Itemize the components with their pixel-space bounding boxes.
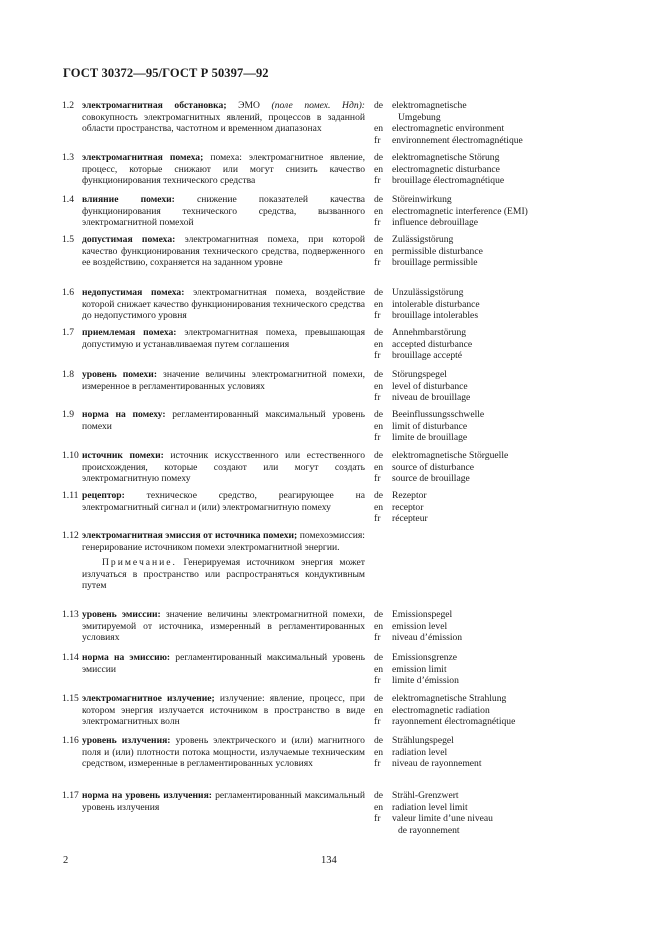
- entry-definition: [82, 369, 365, 392]
- translation-row: [374, 664, 624, 676]
- entry-definition: [82, 327, 365, 350]
- translations: [374, 790, 624, 836]
- translations: [374, 194, 624, 229]
- entry-definition: [82, 194, 365, 229]
- translation-text: radiation level limit: [392, 801, 468, 813]
- entry-definition: [82, 287, 365, 322]
- translation-row: [374, 693, 624, 705]
- term-synonym: ЭМО: [226, 100, 272, 111]
- language-code: en: [374, 298, 384, 310]
- definition-text: электромагнитная помеха, при которой качество функционирования технического средства, подверженного ее воздействию, сохраняется на заданном уровне: [82, 234, 365, 269]
- translation-row: [374, 621, 624, 633]
- language-code: fr: [374, 473, 381, 485]
- definition-text: источник искусственного или естественного происхождения, которые создают или могут создать электромагнитную помеху: [82, 450, 365, 485]
- language-code: de: [374, 287, 384, 298]
- entry-definition: [82, 490, 365, 513]
- definition-text: совокупность электромагнитных явлений, процессов в заданной области пространства, частотном и временном диапазонах: [82, 111, 365, 135]
- translation-row: [374, 421, 624, 433]
- translation-row: [374, 490, 624, 502]
- translation-text: emission level: [392, 620, 448, 632]
- translation-row: [374, 246, 624, 258]
- language-code: en: [374, 663, 384, 675]
- translation-text: Strählungspegel: [392, 735, 454, 746]
- term-name: недопустимая помеха:: [82, 287, 185, 298]
- translation-text: Annehmbarstörung: [392, 327, 467, 338]
- translation-text: elektromagnetische Störguelle: [392, 450, 509, 461]
- translation-row: [374, 825, 624, 837]
- translations: [374, 234, 624, 269]
- translation-text: emission limit: [392, 663, 447, 675]
- translation-text: influence debrouillage: [392, 217, 479, 229]
- language-code: en: [374, 801, 384, 813]
- translation-row: [374, 112, 624, 124]
- translation-text: limite de brouillage: [392, 432, 468, 444]
- language-code: en: [374, 338, 384, 350]
- translation-row: [374, 802, 624, 814]
- translation-text: niveau de brouillage: [392, 392, 471, 404]
- language-code: fr: [374, 716, 381, 728]
- entry-definition: [82, 530, 365, 592]
- translation-text: elektromagnetische Störung: [392, 152, 500, 163]
- entry-number: 1.15: [62, 693, 79, 704]
- page-number-left: 2: [63, 855, 69, 866]
- language-code: fr: [374, 632, 381, 644]
- entry-number: 1.16: [62, 735, 79, 746]
- term-name: влияние помехи:: [82, 194, 175, 205]
- translation-row: [374, 217, 624, 229]
- note-text: Генерируемая источником энергия может излучаться в пространство или распространяться кондуктивным путем: [82, 557, 365, 592]
- translation-text: Störungspegel: [392, 369, 447, 380]
- translation-row: [374, 513, 624, 525]
- language-code: fr: [374, 758, 381, 770]
- entry-number: 1.3: [62, 152, 74, 163]
- translation-text: accepted disturbance: [392, 338, 473, 350]
- term-name: уровень помехи:: [82, 369, 158, 380]
- definition-text: значение величины электромагнитной помехи, эмитируемой от источника, измеренный в регламентированных условиях: [82, 609, 365, 644]
- entry-note: [82, 557, 365, 592]
- definition-text: значение величины электромагнитной помехи, измеренное в регламентированных условиях: [82, 369, 365, 392]
- entry-number: 1.13: [62, 609, 79, 620]
- note-label: Примечание.: [102, 557, 177, 569]
- translation-text: intolerable disturbance: [392, 298, 480, 310]
- language-code: de: [374, 790, 384, 801]
- translation-text: electromagnetic radiation: [392, 704, 490, 716]
- translation-text: environnement électromagnétique: [392, 134, 523, 146]
- translations: [374, 409, 624, 444]
- translations: [374, 287, 624, 322]
- translation-text: brouillage accepté: [392, 350, 463, 362]
- language-code: de: [374, 450, 384, 461]
- translation-row: [374, 287, 624, 299]
- translation-text: Emissionspegel: [392, 609, 453, 620]
- entry-number: 1.9: [62, 409, 74, 420]
- language-code: en: [374, 245, 384, 257]
- translation-row: [374, 206, 624, 218]
- translation-row: [374, 100, 624, 112]
- translation-row: [374, 409, 624, 421]
- translation-row: [374, 609, 624, 621]
- term-name: электромагнитное излучение;: [82, 693, 215, 704]
- entry-definition: [82, 693, 365, 728]
- translation-text: elektromagnetische Strahlung: [392, 693, 507, 704]
- entry-number: 1.7: [62, 327, 74, 338]
- definition-text: электромагнитная помеха, превышающая допустимую и устанавливаемая путем соглашения: [82, 327, 365, 350]
- translation-text: de rayonnement: [398, 824, 460, 836]
- translation-text: Unzulässigstörung: [392, 287, 464, 298]
- translation-text: Rezeptor: [392, 490, 427, 501]
- entry-definition: [82, 100, 365, 135]
- term-name: уровень излучения:: [82, 735, 171, 746]
- language-code: fr: [374, 350, 381, 362]
- entry-number: 1.4: [62, 194, 74, 205]
- definition-text: регламентированный максимальный уровень излучения: [82, 790, 365, 813]
- translation-row: [374, 675, 624, 687]
- language-code: de: [374, 327, 384, 338]
- term-name: уровень эмиссии:: [82, 609, 161, 620]
- language-code: fr: [374, 257, 381, 269]
- translation-row: [374, 152, 624, 164]
- translation-row: [374, 257, 624, 269]
- translation-row: [374, 381, 624, 393]
- definition-text: снижение показателей качества функционирования технического средства, вызванного электромагнитной помехой: [82, 194, 365, 229]
- language-code: en: [374, 461, 384, 473]
- translation-row: [374, 299, 624, 311]
- language-code: de: [374, 100, 384, 111]
- language-code: de: [374, 609, 384, 620]
- term-name: приемлемая помеха:: [82, 327, 177, 338]
- definition-text: уровень электрического и (или) магнитного поля и (или) плотности потока мощности, излучаемые техническим средством, измеренные в регламентированных условиях: [82, 735, 365, 770]
- language-code: en: [374, 746, 384, 758]
- translation-row: [374, 392, 624, 404]
- language-code: fr: [374, 217, 381, 229]
- translation-text: receptor: [392, 501, 424, 513]
- definition-text: излучение: явление, процесс, при котором энергия излучается источником в пространство в виде электромагнитных волн: [82, 693, 365, 728]
- language-code: en: [374, 704, 384, 716]
- language-code: en: [374, 205, 384, 217]
- entry-number: 1.10: [62, 450, 79, 461]
- term-name: источник помехи:: [82, 450, 164, 461]
- term-name: норма на уровень излучения:: [82, 790, 212, 801]
- translation-text: brouillage électromagnétique: [392, 175, 505, 187]
- entry-definition: [82, 735, 365, 770]
- definition-text: техническое средство, реагирующее на электромагнитный сигнал и (или) электромагнитную помеху: [82, 490, 365, 513]
- translation-text: valeur limite d’une niveau: [392, 813, 493, 825]
- translation-text: radiation level: [392, 746, 448, 758]
- entry-definition: [82, 152, 365, 187]
- translations: [374, 490, 624, 525]
- translation-text: Umgebung: [398, 111, 441, 123]
- translation-text: niveau d’émission: [392, 632, 463, 644]
- language-code: fr: [374, 392, 381, 404]
- translations: [374, 327, 624, 362]
- translation-row: [374, 194, 624, 206]
- translation-row: [374, 327, 624, 339]
- language-code: fr: [374, 432, 381, 444]
- translation-row: [374, 790, 624, 802]
- translation-row: [374, 310, 624, 322]
- translations: [374, 369, 624, 404]
- translations: [374, 152, 624, 187]
- term-name: рецептор:: [82, 490, 125, 501]
- term-name: допустимая помеха:: [82, 234, 176, 245]
- definition-text: регламентированный максимальный уровень эмиссии: [82, 652, 365, 675]
- translation-row: [374, 450, 624, 462]
- translation-row: [374, 350, 624, 362]
- translation-row: [374, 735, 624, 747]
- translation-text: permissible disturbance: [392, 245, 483, 257]
- entry-number: 1.5: [62, 234, 74, 245]
- translation-text: electromagnetic disturbance: [392, 163, 500, 175]
- translation-text: Zulässigstörung: [392, 234, 454, 245]
- entry-definition: [82, 450, 365, 485]
- translation-row: [374, 234, 624, 246]
- term-name: норма на помеху:: [82, 409, 166, 420]
- translations: [374, 450, 624, 485]
- language-code: en: [374, 163, 384, 175]
- translation-text: récepteur: [392, 513, 428, 525]
- translation-row: [374, 164, 624, 176]
- definition-text: помехоэмиссия: генерирование источником помехи электромагнитной энергии.: [82, 530, 365, 553]
- translation-row: [374, 432, 624, 444]
- language-code: fr: [374, 175, 381, 187]
- language-code: en: [374, 501, 384, 513]
- translation-row: [374, 123, 624, 135]
- language-code: de: [374, 369, 384, 380]
- translation-text: niveau de rayonnement: [392, 758, 482, 770]
- translation-row: [374, 369, 624, 381]
- translations: [374, 652, 624, 687]
- translation-text: Beeinflussungsschwelle: [392, 409, 485, 420]
- translation-text: Störeinwirkung: [392, 194, 452, 205]
- language-code: de: [374, 735, 384, 746]
- definition-text: электромагнитная помеха, воздействие которой снижает качество функционирования технического средства до недопустимого уровня: [82, 287, 365, 322]
- translation-row: [374, 175, 624, 187]
- translation-row: [374, 502, 624, 514]
- translation-text: electromagnetic environment: [392, 123, 505, 135]
- entry-number: 1.14: [62, 652, 79, 663]
- entry-number: 1.8: [62, 369, 74, 380]
- language-code: fr: [374, 813, 381, 825]
- entry-number: 1.17: [62, 790, 79, 801]
- entry-number: 1.11: [62, 490, 79, 501]
- translation-row: [374, 705, 624, 717]
- term-name: электромагнитная помеха;: [82, 152, 204, 163]
- language-code: de: [374, 234, 384, 245]
- language-code: de: [374, 693, 384, 704]
- language-code: en: [374, 380, 384, 392]
- translation-text: limit of disturbance: [392, 420, 468, 432]
- translation-row: [374, 716, 624, 728]
- translation-row: [374, 339, 624, 351]
- language-code: fr: [374, 513, 381, 525]
- translations: [374, 100, 624, 146]
- entry-number: 1.6: [62, 287, 74, 298]
- language-code: en: [374, 620, 384, 632]
- translation-text: level of disturbance: [392, 380, 468, 392]
- language-code: en: [374, 420, 384, 432]
- entry-definition: [82, 234, 365, 269]
- language-code: de: [374, 652, 384, 663]
- language-code: de: [374, 152, 384, 163]
- entry-definition: [82, 609, 365, 644]
- language-code: de: [374, 490, 384, 501]
- language-code: de: [374, 194, 384, 205]
- language-code: de: [374, 409, 384, 420]
- translation-text: rayonnement électromagnétique: [392, 716, 516, 728]
- language-code: fr: [374, 134, 381, 146]
- translation-text: brouillage permissible: [392, 257, 478, 269]
- language-code: fr: [374, 675, 381, 687]
- definition-text: регламентированный максимальный уровень помехи: [82, 409, 365, 432]
- translation-row: [374, 462, 624, 474]
- term-note-italic: (поле помех. Ндп):: [271, 100, 366, 111]
- language-code: en: [374, 123, 384, 135]
- translation-row: [374, 135, 624, 147]
- translations: [374, 609, 624, 644]
- entry-definition: [82, 409, 365, 432]
- translation-text: Strähl-Grenzwert: [392, 790, 459, 801]
- entry-definition: [82, 652, 365, 675]
- translation-row: [374, 813, 624, 825]
- translation-row: [374, 473, 624, 485]
- translation-row: [374, 632, 624, 644]
- page-number-center: 134: [321, 855, 337, 866]
- translation-row: [374, 652, 624, 664]
- translation-text: source de brouillage: [392, 473, 470, 485]
- term-name: электромагнитная обстановка;: [82, 100, 227, 111]
- translation-text: elektromagnetische: [392, 100, 467, 111]
- entry-number: 1.2: [62, 100, 74, 111]
- language-code: fr: [374, 310, 381, 322]
- translation-row: [374, 758, 624, 770]
- term-name: норма на эмиссию:: [82, 652, 171, 663]
- term-name: электромагнитная эмиссия от источника помехи;: [82, 530, 298, 541]
- translation-text: electromagnetic interference (EMI): [392, 205, 528, 217]
- entry-number: 1.12: [62, 530, 79, 541]
- translation-text: Emissionsgrenze: [392, 652, 458, 663]
- page-header: ГОСТ 30372—95/ГОСТ Р 50397—92: [63, 66, 269, 80]
- entry-definition: [82, 790, 365, 813]
- translation-text: source of disturbance: [392, 461, 475, 473]
- translations: [374, 735, 624, 770]
- translations: [374, 693, 624, 728]
- translation-text: limite d’émission: [392, 675, 459, 687]
- translation-row: [374, 747, 624, 759]
- translation-text: brouillage intolerables: [392, 310, 479, 322]
- definition-text: помеха: электромагнитное явление, процесс, которые снижают или могут снизить качество функционирования технического средства: [82, 152, 365, 187]
